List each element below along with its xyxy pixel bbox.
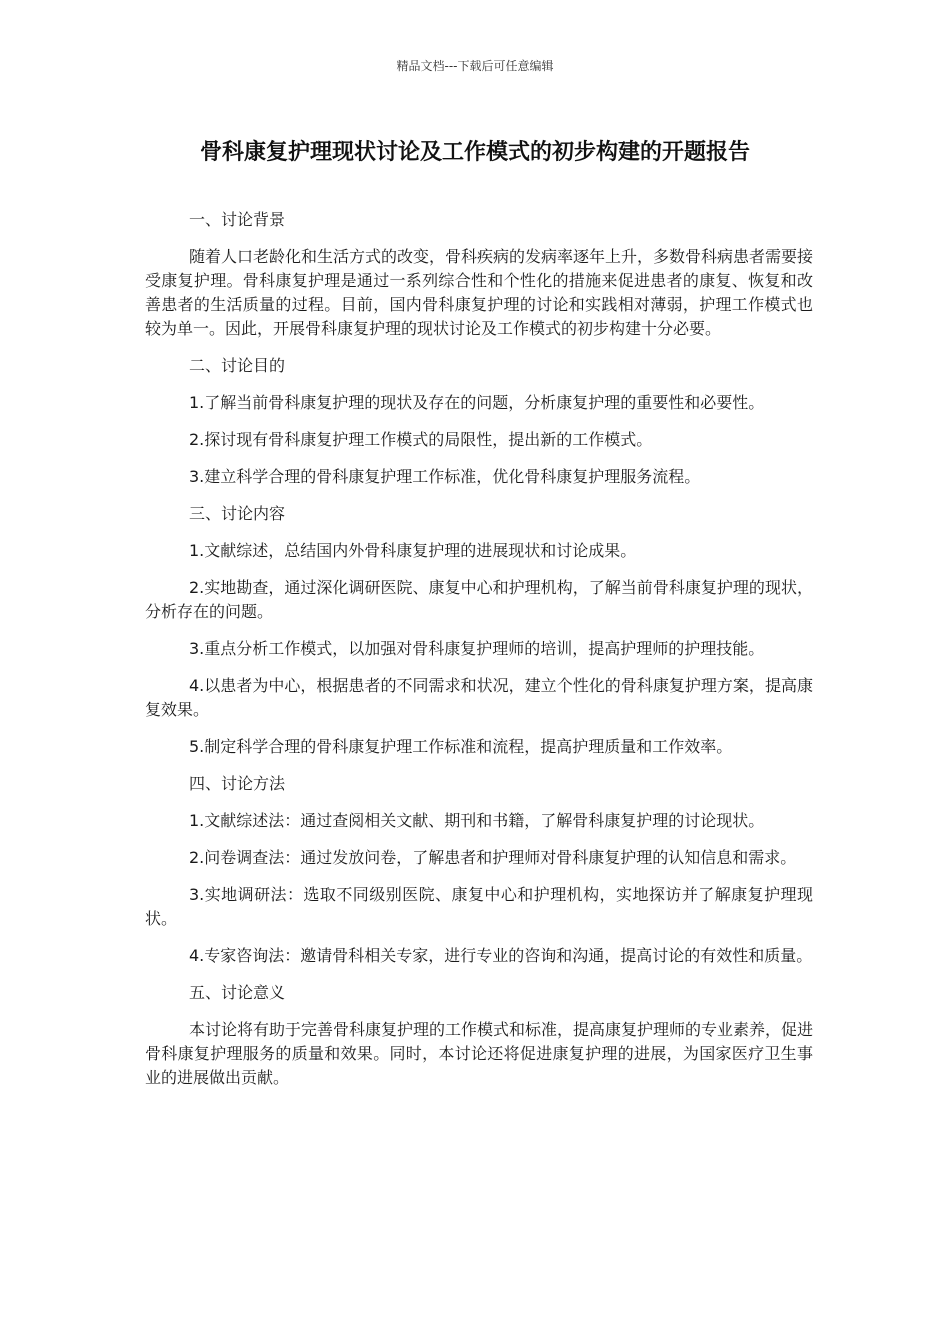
document-title: 骨科康复护理现状讨论及工作模式的初步构建的开题报告	[199, 140, 750, 165]
list-item-method-1: 1.文献综述法：通过查阅相关文献、期刊和书籍，了解骨科康复护理的讨论现状。	[189, 811, 765, 830]
list-item-content-5: 5.制定科学合理的骨科康复护理工作标准和流程，提高护理质量和工作效率。	[189, 737, 733, 756]
list-item-method-3: 3.实地调研法：选取不同级别医院、康复中心和护理机构，实地探访并了解康复护理现状。	[145, 885, 813, 928]
header-note: 精品文档---下载后可任意编辑	[396, 59, 554, 73]
list-item-content-4: 4.以患者为中心，根据患者的不同需求和状况，建立个性化的骨科康复护理方案，提高康复效果。	[145, 676, 813, 719]
list-item-objective-3: 3.建立科学合理的骨科康复护理工作标准，优化骨科康复护理服务流程。	[189, 467, 701, 486]
paragraph-significance: 本讨论将有助于完善骨科康复护理的工作模式和标准，提高康复护理师的专业素养，促进骨科康复护理服务的质量和效果。同时，本讨论还将促进康复护理的进展，为国家医疗卫生事业的进展做出贡献。	[145, 1020, 814, 1087]
list-item-objective-1: 1.了解当前骨科康复护理的现状及存在的问题，分析康复护理的重要性和必要性。	[189, 393, 765, 412]
list-item-content-1: 1.文献综述，总结国内外骨科康复护理的进展现状和讨论成果。	[189, 541, 637, 560]
list-item-method-4: 4.专家咨询法：邀请骨科相关专家，进行专业的咨询和沟通，提高讨论的有效性和质量。	[189, 946, 813, 965]
list-item-content-2: 2.实地勘查，通过深化调研医院、康复中心和护理机构，了解当前骨科康复护理的现状，分析存在的问题。	[145, 578, 813, 621]
section-heading-content: 三、讨论内容	[189, 504, 286, 523]
section-heading-background: 一、讨论背景	[189, 210, 286, 229]
section-heading-methods: 四、讨论方法	[189, 774, 286, 793]
list-item-method-2: 2.问卷调查法：通过发放问卷，了解患者和护理师对骨科康复护理的认知信息和需求。	[189, 848, 797, 867]
list-item-content-3: 3.重点分析工作模式，以加强对骨科康复护理师的培训，提高护理师的护理技能。	[189, 639, 765, 658]
list-item-objective-2: 2.探讨现有骨科康复护理工作模式的局限性，提出新的工作模式。	[189, 430, 653, 449]
paragraph-background: 随着人口老龄化和生活方式的改变，骨科疾病的发病率逐年上升，多数骨科病患者需要接受康复护理。骨科康复护理是通过一系列综合性和个性化的措施来促进患者的康复、恢复和改善患者的生活质量的过程。目前，国内骨科康复护理的讨论和实践相对薄弱，护理工作模式也较为单一。因此，开展骨科康复护理的现状讨论及工作模式的初步构建十分必要。	[145, 247, 814, 338]
section-heading-significance: 五、讨论意义	[189, 983, 286, 1002]
document-body	[145, 208, 813, 1103]
section-heading-objectives: 二、讨论目的	[189, 356, 286, 375]
